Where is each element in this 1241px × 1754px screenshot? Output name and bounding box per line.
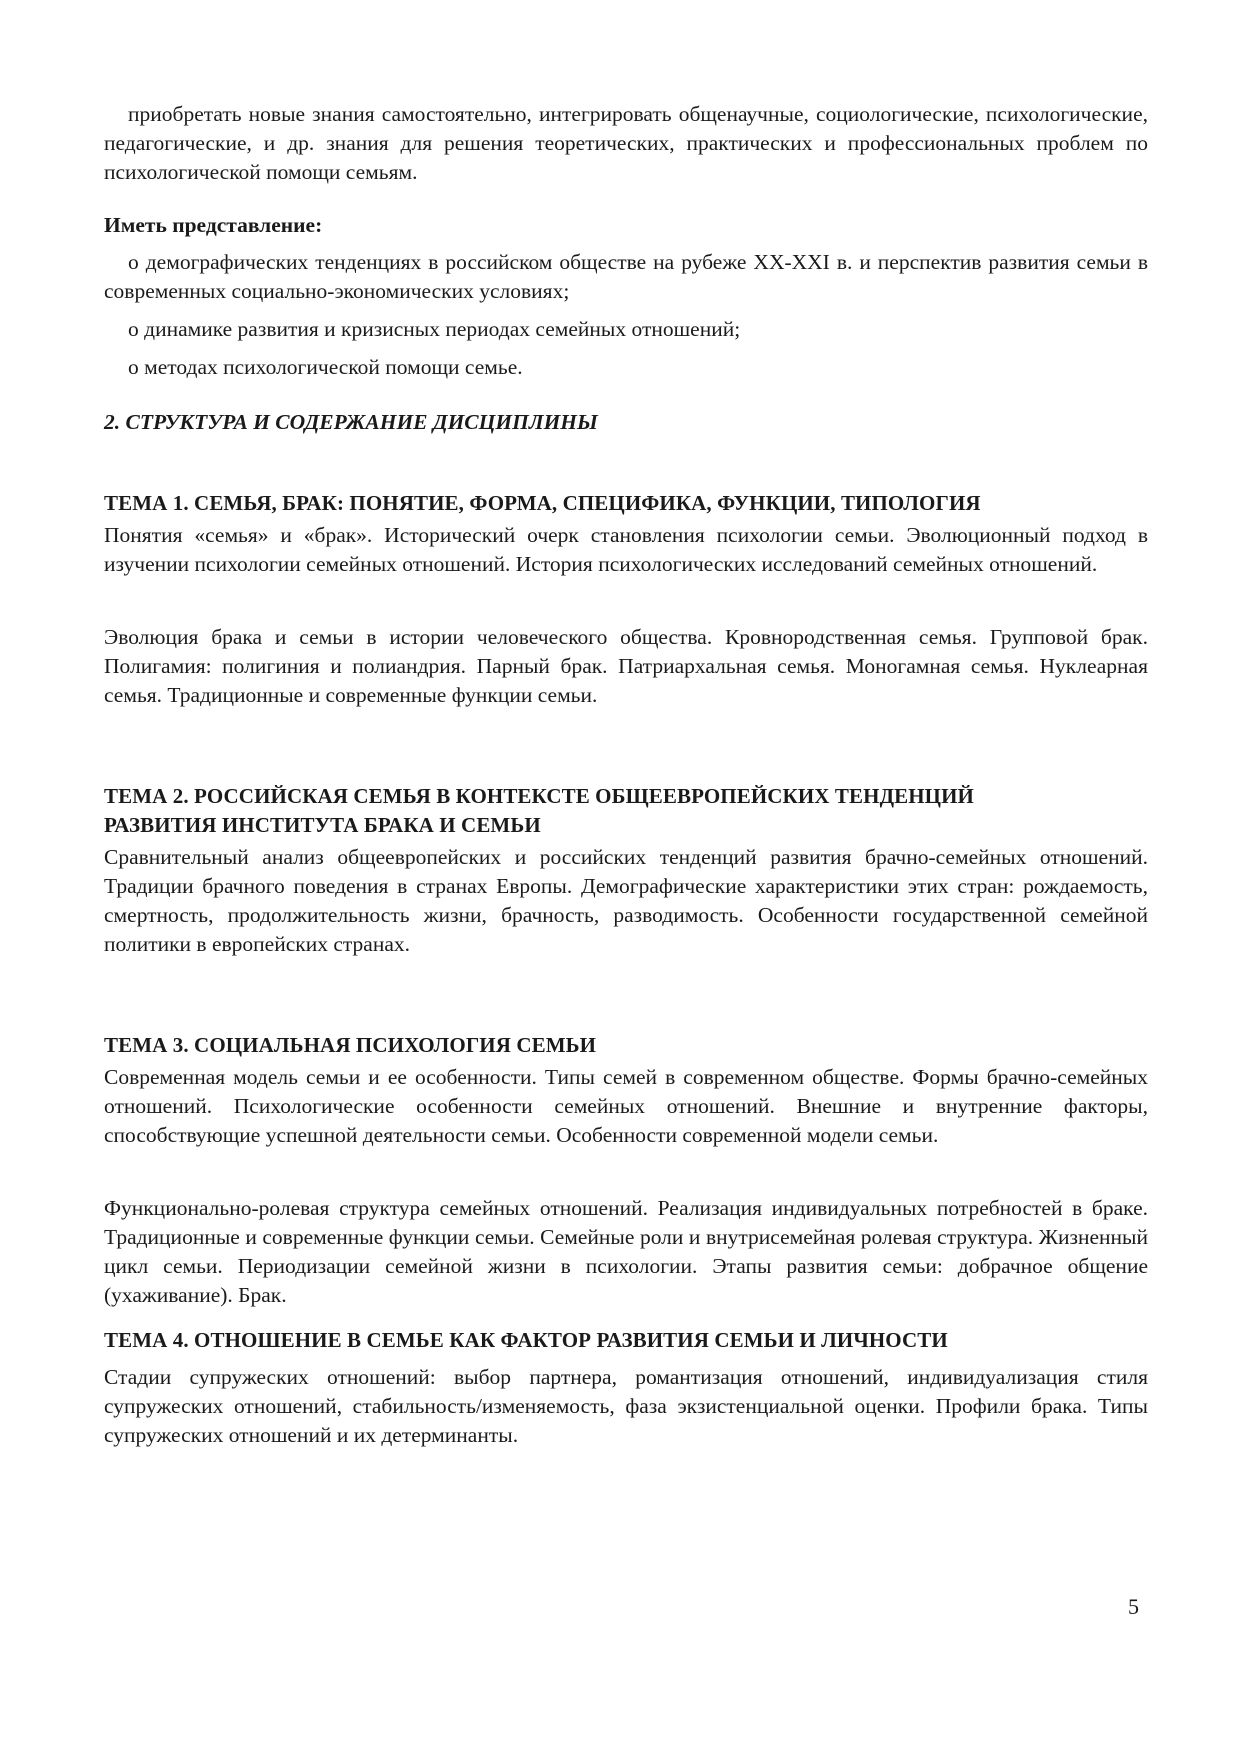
- topic-1-title: ТЕМА 1. СЕМЬЯ, БРАК: ПОНЯТИЕ, ФОРМА, СПЕЦИФИКА, ФУНКЦИИ, ТИПОЛОГИЯ: [104, 491, 981, 515]
- topic-1-paragraph-2: Эволюция брака и семьи в истории человеческого общества. Кровнородственная семья. Групповой брак. Полигамия: полигиния и полиандрия. Парный брак. Патриархальная семья. Моногамная семья. Нуклеарная семья. Традиционные и современные функции семьи.: [104, 625, 1148, 707]
- representation-item: о динамике развития и кризисных периодах семейных отношений;: [128, 317, 741, 341]
- topic-2-paragraph-1: Сравнительный анализ общеевропейских и российских тенденций развития брачно-семейных отношений. Традиции брачного поведения в странах Европы. Демографические характеристики этих стран: рождаемость, смертность, продолжительность жизни, брачность, разводимость. Особенности государственной семейной политики в европейских странах.: [104, 845, 1148, 956]
- topic-3-title: ТЕМА 3. СОЦИАЛЬНАЯ ПСИХОЛОГИЯ СЕМЬИ: [104, 1033, 597, 1057]
- topic-4-paragraph-1: Стадии супружеских отношений: выбор партнера, романтизация отношений, индивидуализация стиля супружеских отношений, стабильность/изменяемость, фаза экзистенциальной оценки. Профили брака. Типы супружеских отношений и их детерминанты.: [104, 1365, 1148, 1447]
- document-page: [104, 100, 1148, 1450]
- topic-4-title: ТЕМА 4. ОТНОШЕНИЕ В СЕМЬЕ КАК ФАКТОР РАЗВИТИЯ СЕМЬИ И ЛИЧНОСТИ: [104, 1328, 948, 1352]
- topic-2-title: [104, 782, 1148, 840]
- topic-3-paragraph-2: Функционально-ролевая структура семейных отношений. Реализация индивидуальных потребностей в браке. Традиционные и современные функции семьи. Семейные роли и внутрисемейная ролевая структура. Жизненный цикл семьи. Периодизации семейной жизни в психологии. Этапы развития семьи: добрачное общение (ухаживание). Брак.: [104, 1196, 1148, 1307]
- representation-heading: Иметь представление:: [104, 213, 323, 237]
- page-number: 5: [1128, 1594, 1139, 1619]
- topic-3-paragraph-1: Современная модель семьи и ее особенности. Типы семей в современном обществе. Формы брачно-семейных отношений. Психологические особенности семейных отношений. Внешние и внутренние факторы, способствующие успешной деятельности семьи. Особенности современной модели семьи.: [104, 1065, 1148, 1147]
- representation-item: о демографических тенденциях в российском обществе на рубеже XX-XXI в. и перспектив развития семьи в современных социально-экономических условиях;: [104, 250, 1148, 303]
- topic-2-title-line-1: ТЕМА 2. РОССИЙСКАЯ СЕМЬЯ В КОНТЕКСТЕ ОБЩЕЕВРОПЕЙСКИХ ТЕНДЕНЦИЙ: [104, 784, 974, 808]
- section-title: 2. СТРУКТУРА И СОДЕРЖАНИЕ ДИСЦИПЛИНЫ: [104, 410, 598, 434]
- topic-2-title-line-2: РАЗВИТИЯ ИНСТИТУТА БРАКА И СЕМЬИ: [104, 813, 541, 837]
- representation-item: о методах психологической помощи семье.: [128, 355, 523, 379]
- topic-1-paragraph-1: Понятия «семья» и «брак». Исторический очерк становления психологии семьи. Эволюционный подход в изучении психологии семейных отношений. История психологических исследований семейных отношений.: [104, 523, 1148, 576]
- intro-paragraph: приобретать новые знания самостоятельно, интегрировать общенаучные, социологические, психологические, педагогические, и др. знания для решения теоретических, практических и профессиональных проблем по психологической помощи семьям.: [104, 102, 1148, 184]
